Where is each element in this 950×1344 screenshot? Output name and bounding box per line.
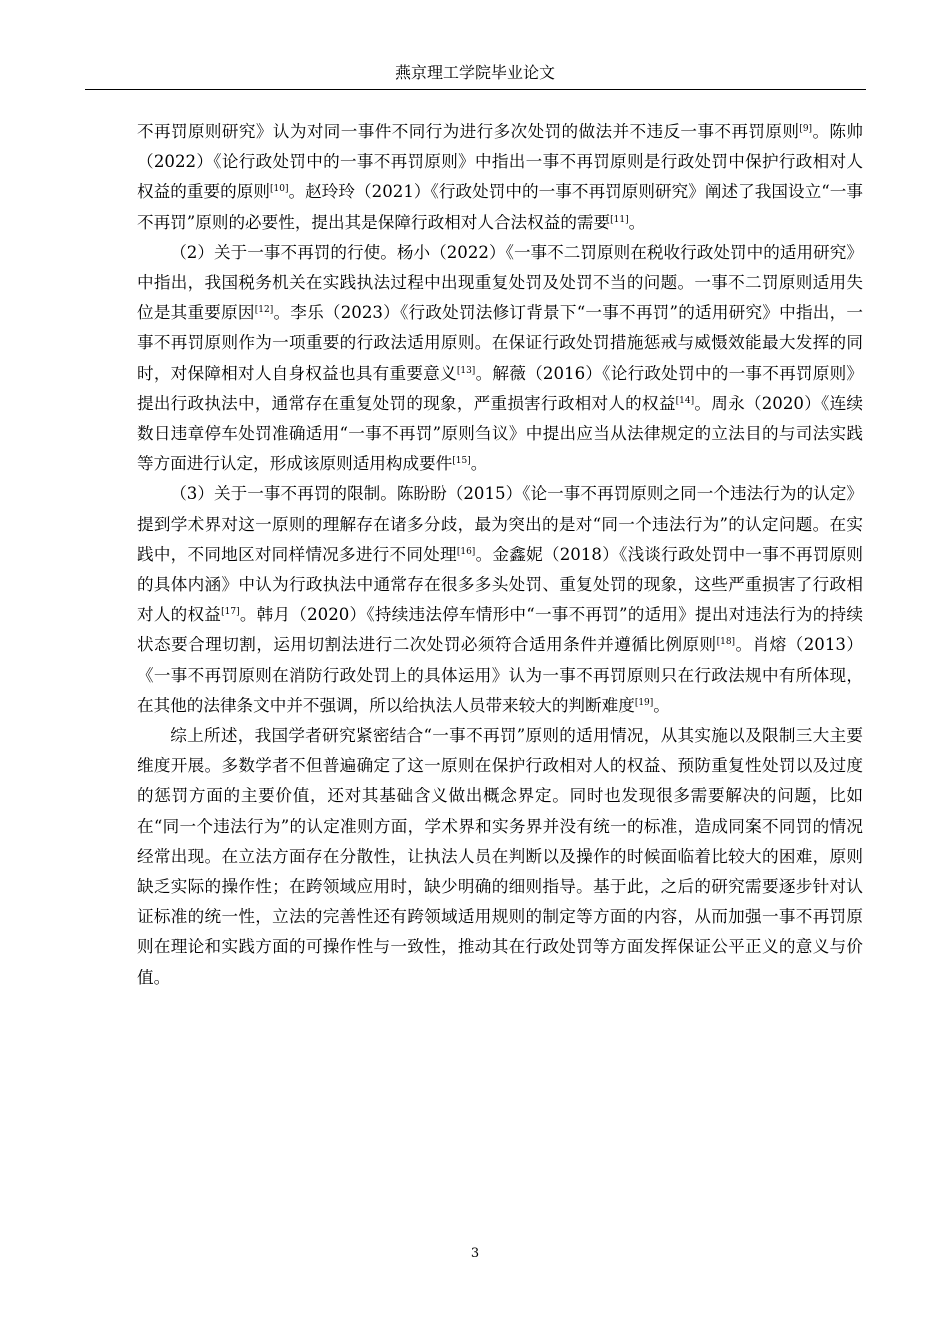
paragraph-text: 。李乐（2023）《行政处罚法修订背景下“一事不再罚”的适用研究》中指出，一事不再罚原则作为一项重要的行政法适用原则。在保证行政处罚措施惩戒与威慑效能最大发挥的同时，对保障相对人自身权益也具有重要意义 — [137, 303, 863, 383]
body-paragraph — [137, 479, 863, 721]
citation-marker: [12] — [254, 305, 274, 316]
paragraph-text: 。 — [628, 212, 646, 232]
citation-marker: [10] — [270, 184, 289, 195]
paragraph-text: 。赵玲玲（2021）《行政处罚中的一事不再罚原则研究》阐述了我国设立“一事不再罚”原则的必要性，提出其是保障行政相对人合法权益的需要 — [137, 182, 863, 232]
paragraph-text: 综上所述，我国学者研究紧密结合“一事不再罚”原则的适用情况，从其实施以及限制三大主要维度开展。多数学者不但普遍确定了这一原则在保护行政相对人的权益、预防重复性处罚以及过度的惩罚方面的主要价值，还对其基础含义做出概念界定。同时也发现很多需要解决的问题，比如在“同一个违法行为”的认定准则方面，学术界和实务界并没有统一的标准，造成同案不同罚的情况经常出现。在立法方面存在分散性，让执法人员在判断以及操作的时候面临着比较大的困难，原则缺乏实际的操作性；在跨领域应用时，缺少明确的细则指导。基于此，之后的研究需要逐步针对认证标准的统一性，立法的完善性还有跨领域适用规则的制定等方面的内容，从而加强一事不再罚原则在理论和实践方面的可操作性与一致性，推动其在行政处罚等方面发挥保证公平正义的意义与价值。 — [137, 726, 863, 987]
header-divider — [85, 89, 866, 90]
body-paragraph — [137, 238, 863, 480]
paragraph-text: 。陈帅（2022）《论行政处罚中的一事不再罚原则》中指出一事不再罚原则是行政处罚中保护行政相对人权益的重要的原则 — [137, 122, 864, 202]
paragraph-text: 。韩月（2020）《持续违法停车情形中“一事不再罚”的适用》提出对违法行为的持续状态要合理切割，运用切割法进行二次处罚必须符合适用条件并遵循比例原则 — [137, 605, 864, 655]
citation-marker: [13] — [456, 365, 476, 376]
body-paragraph — [137, 721, 863, 993]
paragraph-text: 。 — [653, 695, 670, 715]
citation-marker: [15] — [452, 456, 471, 467]
paragraph-text: 。解薇（2016）《论行政处罚中的一事不再罚原则》提出行政执法中，通常存在重复处罚的现象，严重损害行政相对人的权益 — [137, 363, 863, 413]
citation-marker: [11] — [610, 214, 629, 225]
body-text — [137, 117, 863, 993]
paragraph-text: 。 — [470, 454, 488, 474]
paragraph-text: 。周永（2020）《连续数日违章停车处罚准确适用“一事不再罚”原则刍议》中提出应当从法律规定的立法目的与司法实践等方面进行认定，形成该原则适用构成要件 — [137, 393, 863, 474]
paragraph-text: （2）关于一事不再罚的行使。杨小（2022）《一事不二罚原则在税收行政处罚中的适用研究》中指出，我国税务机关在实践执法过程中出现重复处罚及处罚不当的问题。一事不二罚原则适用失位是其重要原因 — [137, 242, 863, 323]
paragraph-text: （3）关于一事不再罚的限制。陈盼盼（2015）《论一事不再罚原则之同一个违法行为的认定》提到学术界对这一原则的理解存在诸多分歧，最为突出的是对“同一个违法行为”的认定问题。在实践中，不同地区对同样情况多进行不同处理 — [137, 484, 863, 564]
citation-marker: [9] — [799, 124, 813, 134]
citation-marker: [19] — [634, 697, 654, 708]
citation-marker: [18] — [716, 637, 736, 648]
page-number: 3 — [470, 1246, 480, 1261]
paragraph-text: 不再罚原则研究》认为对同一事件不同行为进行多次处罚的做法并不违反一事不再罚原则 — [137, 122, 800, 141]
body-paragraph — [137, 117, 863, 238]
citation-marker: [14] — [675, 395, 695, 406]
citation-marker: [16] — [456, 546, 476, 557]
page-header-title: 燕京理工学院毕业论文 — [394, 63, 555, 82]
paragraph-text: 。肖熔（2013）《一事不再罚原则在消防行政处罚上的具体运用》认为一事不再罚原则只在行政法规中有所体现，在其他的法律条文中并不强调，所以给执法人员带来较大的判断难度 — [137, 635, 863, 715]
paragraph-text: 。金鑫妮（2018）《浅谈行政处罚中一事不再罚原则的具体内涵》中认为行政执法中通常存在很多多头处罚、重复处罚的现象，这些严重损害了行政相对人的权益 — [137, 544, 863, 625]
citation-marker: [17] — [221, 607, 240, 618]
